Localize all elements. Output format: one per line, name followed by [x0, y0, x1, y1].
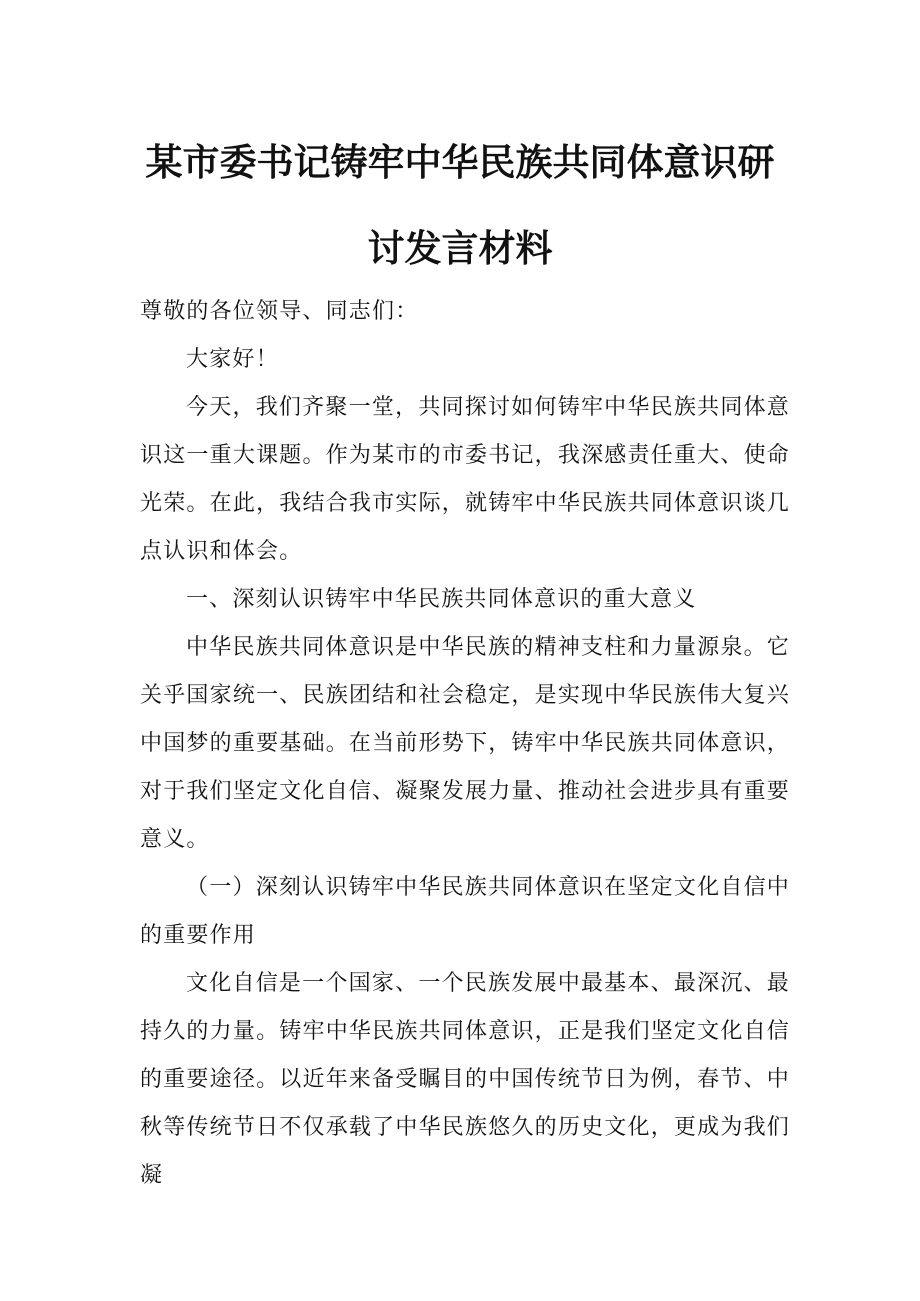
paragraph-cultural-confidence: 文化自信是一个国家、一个民族发展中最基本、最深沉、最持久的力量。铸牢中华民族共同体意识，正是我们坚定文化自信的重要途径。以近年来备受瞩目的中国传统节日为例，春节、中秋等传统节日不仅承载了中华民族悠久的历史文化，更成为我们凝 — [140, 971, 790, 1188]
subsection-heading-1: （一）深刻认识铸牢中华民族共同体意识在坚定文化自信中的重要作用 — [140, 875, 790, 948]
salutation: 尊敬的各位领导、同志们： — [140, 299, 419, 324]
document-title-line-2: 讨发言材料 — [367, 227, 553, 270]
paragraph-greeting: 大家好！ — [186, 347, 279, 372]
document-body — [140, 336, 790, 1200]
paragraph-significance: 中华民族共同体意识是中华民族的精神支柱和力量源泉。它关乎国家统一、民族团结和社会稳定，是实现中华民族伟大复兴中国梦的重要基础。在当前形势下，铸牢中华民族共同体意识，对于我们坚定文化自信、凝聚发展力量、推动社会进步具有重要意义。 — [140, 635, 790, 852]
document-title-line-1: 某市委书记铸牢中华民族共同体意识研 — [145, 141, 775, 184]
paragraph-introduction: 今天，我们齐聚一堂，共同探讨如何铸牢中华民族共同体意识这一重大课题。作为某市的市委书记，我深感责任重大、使命光荣。在此，我结合我市实际，就铸牢中华民族共同体意识谈几点认识和体会。 — [140, 395, 790, 564]
section-heading-1: 一、深刻认识铸牢中华民族共同体意识的重大意义 — [186, 587, 697, 612]
